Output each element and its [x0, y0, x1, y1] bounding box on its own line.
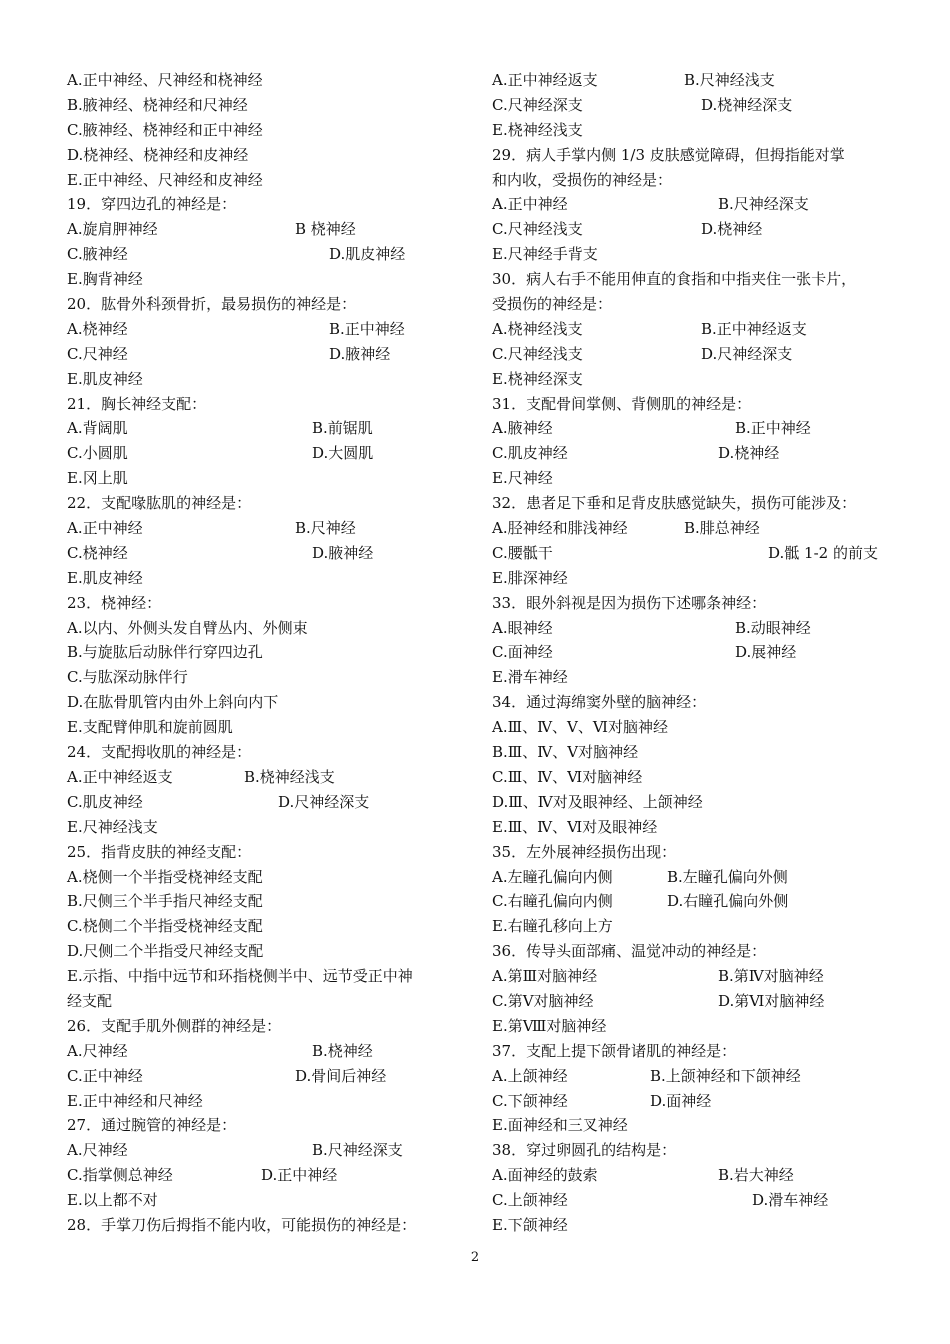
- option-text: D.展神经: [735, 643, 797, 662]
- text-line: [67, 1089, 462, 1114]
- text-line: [492, 93, 887, 118]
- text-line: [67, 1039, 462, 1064]
- line-text: E.冈上肌: [67, 469, 128, 488]
- option-text: B.左瞳孔偏向外侧: [667, 867, 788, 886]
- line-text: A.旋肩胛神经: [67, 220, 158, 239]
- text-line: [67, 292, 462, 317]
- option-text: D.桡神经: [701, 220, 763, 239]
- line-text: 和内收，受损伤的神经是：: [492, 170, 673, 189]
- line-text: A.面神经的鼓索: [492, 1166, 598, 1185]
- text-line: [492, 889, 887, 914]
- text-line: [492, 317, 887, 342]
- text-line: [492, 865, 887, 890]
- line-text: 31．支配骨间掌侧、背侧肌的神经是：: [492, 394, 752, 413]
- text-line: [67, 491, 462, 516]
- right-column: [492, 68, 887, 1238]
- line-text: A.尺神经: [67, 1041, 128, 1060]
- text-line: [67, 690, 462, 715]
- line-text: 22．支配喙肱肌的神经是：: [67, 494, 252, 513]
- text-line: [492, 192, 887, 217]
- line-text: A.正中神经: [492, 195, 568, 214]
- text-line: [492, 143, 887, 168]
- text-line: [67, 1163, 462, 1188]
- line-text: A.正中神经: [67, 519, 143, 538]
- text-line: [67, 441, 462, 466]
- option-text: D.第Ⅵ对脑神经: [718, 991, 825, 1010]
- text-line: [67, 242, 462, 267]
- text-line: [492, 392, 887, 417]
- text-line: [492, 989, 887, 1014]
- text-line: [492, 217, 887, 242]
- text-line: [67, 93, 462, 118]
- line-text: B.与旋肱后动脉伴行穿四边孔: [67, 643, 263, 662]
- line-text: C.面神经: [492, 643, 553, 662]
- option-text: B.尺神经浅支: [684, 71, 775, 89]
- text-line: [492, 765, 887, 790]
- line-text: 21．胸长神经支配：: [67, 394, 207, 413]
- text-line: [67, 118, 462, 143]
- option-text: B.尺神经深支: [312, 1141, 403, 1160]
- text-line: [492, 939, 887, 964]
- line-text: E.尺神经手背支: [492, 245, 598, 264]
- line-text: 28．手掌刀伤后拇指不能内收，可能损伤的神经是：: [67, 1215, 417, 1234]
- option-text: D.滑车神经: [752, 1191, 829, 1210]
- text-line: [67, 815, 462, 840]
- text-line: [67, 914, 462, 939]
- text-line: [492, 1014, 887, 1039]
- option-text: D.桡神经深支: [701, 95, 793, 114]
- line-text: E.尺神经浅支: [67, 817, 158, 836]
- text-line: [67, 566, 462, 591]
- option-text: D.正中神经: [261, 1166, 338, 1185]
- option-text: B.第Ⅳ对脑神经: [718, 967, 824, 986]
- line-text: C.尺神经深支: [492, 95, 583, 114]
- line-text: 经支配: [67, 991, 113, 1010]
- text-line: [492, 640, 887, 665]
- line-text: B.Ⅲ、Ⅳ、Ⅴ对脑神经: [492, 743, 639, 762]
- text-line: [67, 865, 462, 890]
- text-line: [492, 292, 887, 317]
- text-line: [492, 964, 887, 989]
- line-text: E.Ⅲ、Ⅳ、Ⅵ对及眼神经: [492, 817, 658, 836]
- line-text: E.腓深神经: [492, 568, 568, 587]
- line-text: A.左瞳孔偏向内侧: [492, 867, 613, 886]
- line-text: E.支配臂伸肌和旋前圆肌: [67, 718, 233, 737]
- text-line: [67, 889, 462, 914]
- line-text: B.腋神经、桡神经和尺神经: [67, 95, 248, 114]
- text-line: [67, 765, 462, 790]
- line-text: E.桡神经深支: [492, 369, 583, 388]
- option-text: D.大圆肌: [312, 444, 374, 463]
- text-line: [67, 466, 462, 491]
- text-line: [492, 840, 887, 865]
- line-text: C.正中神经: [67, 1066, 143, 1085]
- line-text: A.桡神经浅支: [492, 319, 583, 338]
- line-text: 23．桡神经：: [67, 593, 162, 612]
- line-text: 27．通过腕管的神经是：: [67, 1116, 237, 1135]
- line-text: C.下颌神经: [492, 1091, 568, 1110]
- option-text: B.尺神经: [295, 519, 356, 538]
- line-text: C.腋神经: [67, 245, 128, 264]
- line-text: A.正中神经、尺神经和桡神经: [67, 71, 263, 89]
- text-line: [492, 416, 887, 441]
- text-line: [492, 541, 887, 566]
- text-line: [67, 715, 462, 740]
- text-line: [67, 1113, 462, 1138]
- text-line: [67, 939, 462, 964]
- line-text: A.第Ⅲ对脑神经: [492, 967, 598, 986]
- text-line: [492, 715, 887, 740]
- text-line: [67, 392, 462, 417]
- option-text: D.尺神经深支: [701, 344, 793, 363]
- text-line: [492, 466, 887, 491]
- line-text: C.桡侧二个半指受桡神经支配: [67, 917, 263, 936]
- text-line: [492, 566, 887, 591]
- line-text: E.第Ⅷ对脑神经: [492, 1016, 607, 1035]
- line-text: C.第Ⅴ对脑神经: [492, 991, 594, 1010]
- option-text: B.正中神经: [329, 319, 405, 338]
- line-text: A.胫神经和腓浅神经: [492, 519, 628, 538]
- text-line: [67, 367, 462, 392]
- text-line: [492, 516, 887, 541]
- text-line: [67, 267, 462, 292]
- option-text: D.骨间后神经: [295, 1066, 387, 1085]
- text-line: [492, 1039, 887, 1064]
- text-line: [492, 914, 887, 939]
- text-line: [492, 491, 887, 516]
- line-text: 20．肱骨外科颈骨折，最易损伤的神经是：: [67, 295, 357, 314]
- option-text: D.骶 1-2 的前支: [768, 543, 878, 562]
- text-line: [67, 1014, 462, 1039]
- text-line: [492, 1213, 887, 1238]
- line-text: 25．指背皮肤的神经支配：: [67, 842, 252, 861]
- line-text: A.桡侧一个半指受桡神经支配: [67, 867, 263, 886]
- text-line: [67, 740, 462, 765]
- line-text: 37．支配上提下颌骨诸肌的神经是：: [492, 1041, 737, 1060]
- line-text: E.桡神经浅支: [492, 120, 583, 139]
- option-text: D.腋神经: [312, 543, 374, 562]
- line-text: A.以内、外侧头发自臂丛内、外侧束: [67, 618, 308, 637]
- option-text: B.前锯肌: [312, 419, 373, 438]
- line-text: A.眼神经: [492, 618, 553, 637]
- text-line: [67, 68, 462, 93]
- line-text: A.正中神经返支: [492, 71, 598, 89]
- line-text: E.正中神经和尺神经: [67, 1091, 203, 1110]
- line-text: C.尺神经浅支: [492, 220, 583, 239]
- line-text: 34．通过海绵窦外壁的脑神经：: [492, 693, 707, 712]
- line-text: E.胸背神经: [67, 270, 143, 289]
- page-number: 2: [470, 1250, 480, 1265]
- line-text: 38．穿过卵圆孔的结构是：: [492, 1141, 677, 1160]
- text-line: [492, 1188, 887, 1213]
- text-line: [492, 1113, 887, 1138]
- line-text: C.右瞳孔偏向内侧: [492, 892, 613, 911]
- text-line: [492, 1064, 887, 1089]
- line-text: D.在肱骨肌管内由外上斜向内下: [67, 693, 279, 712]
- line-text: A.尺神经: [67, 1141, 128, 1160]
- line-text: B.尺侧三个半手指尺神经支配: [67, 892, 263, 911]
- line-text: C.肌皮神经: [492, 444, 568, 463]
- line-text: A.背阔肌: [67, 419, 128, 438]
- line-text: A.腋神经: [492, 419, 553, 438]
- text-line: [67, 591, 462, 616]
- line-text: C.Ⅲ、Ⅳ、Ⅵ对脑神经: [492, 767, 643, 786]
- line-text: E.肌皮神经: [67, 568, 143, 587]
- line-text: C.指掌侧总神经: [67, 1166, 173, 1185]
- text-line: [492, 591, 887, 616]
- text-line: [67, 516, 462, 541]
- option-text: B.桡神经浅支: [244, 767, 335, 786]
- line-text: 19．穿四边孔的神经是：: [67, 195, 237, 214]
- text-line: [492, 616, 887, 641]
- text-line: [67, 840, 462, 865]
- line-text: E.正中神经、尺神经和皮神经: [67, 170, 263, 189]
- line-text: E.肌皮神经: [67, 369, 143, 388]
- text-line: [67, 217, 462, 242]
- line-text: D.桡神经、桡神经和皮神经: [67, 145, 249, 164]
- text-line: [492, 68, 887, 93]
- text-line: [67, 541, 462, 566]
- line-text: A.Ⅲ、Ⅳ、Ⅴ、Ⅵ对脑神经: [492, 718, 668, 737]
- line-text: C.桡神经: [67, 543, 128, 562]
- option-text: B.尺神经深支: [718, 195, 809, 214]
- text-line: [492, 1089, 887, 1114]
- line-text: 26．支配手肌外侧群的神经是：: [67, 1016, 282, 1035]
- text-line: [492, 690, 887, 715]
- text-line: [492, 815, 887, 840]
- option-text: B.腓总神经: [684, 519, 760, 538]
- option-text: D.肌皮神经: [329, 245, 406, 264]
- option-text: B.岩大神经: [718, 1166, 794, 1185]
- text-line: [492, 367, 887, 392]
- line-text: E.滑车神经: [492, 668, 568, 687]
- line-text: D.尺侧二个半指受尺神经支配: [67, 942, 264, 961]
- text-line: [67, 317, 462, 342]
- line-text: 30．病人右手不能用伸直的食指和中指夹住一张卡片，: [492, 270, 857, 289]
- line-text: E.面神经和三叉神经: [492, 1116, 628, 1135]
- option-text: B.正中神经: [735, 419, 811, 438]
- text-line: [492, 740, 887, 765]
- line-text: C.腋神经、桡神经和正中神经: [67, 120, 263, 139]
- line-text: C.上颌神经: [492, 1191, 568, 1210]
- option-text: B.上颌神经和下颌神经: [650, 1066, 801, 1085]
- text-line: [67, 640, 462, 665]
- text-line: [67, 342, 462, 367]
- text-line: [67, 1213, 462, 1238]
- text-line: [492, 267, 887, 292]
- option-text: B.动眼神经: [735, 618, 811, 637]
- option-text: D.尺神经深支: [278, 792, 370, 811]
- option-text: D.面神经: [650, 1091, 712, 1110]
- text-line: [67, 665, 462, 690]
- text-line: [492, 665, 887, 690]
- text-line: [67, 416, 462, 441]
- text-line: [492, 1163, 887, 1188]
- text-line: [67, 964, 462, 989]
- line-text: E.以上都不对: [67, 1191, 158, 1210]
- line-text: D.Ⅲ、Ⅳ对及眼神经、上颌神经: [492, 792, 703, 811]
- option-text: D.右瞳孔偏向外侧: [667, 892, 789, 911]
- option-text: B.桡神经: [312, 1041, 373, 1060]
- line-text: C.尺神经: [67, 344, 128, 363]
- text-line: [492, 441, 887, 466]
- text-line: [492, 342, 887, 367]
- line-text: 35．左外展神经损伤出现：: [492, 842, 677, 861]
- line-text: C.肌皮神经: [67, 792, 143, 811]
- line-text: E.右瞳孔移向上方: [492, 917, 613, 936]
- text-line: [492, 1138, 887, 1163]
- option-text: D.桡神经: [718, 444, 780, 463]
- line-text: 32．患者足下垂和足背皮肤感觉缺失，损伤可能涉及：: [492, 494, 857, 513]
- line-text: 24．支配拇收肌的神经是：: [67, 743, 252, 762]
- line-text: C.尺神经浅支: [492, 344, 583, 363]
- line-text: A.上颌神经: [492, 1066, 568, 1085]
- option-text: B 桡神经: [295, 220, 356, 239]
- line-text: A.正中神经返支: [67, 767, 173, 786]
- text-line: [67, 790, 462, 815]
- option-text: B.正中神经返支: [701, 319, 807, 338]
- line-text: 29．病人手掌内侧 1/3 皮肤感觉障碍，但拇指能对掌: [492, 145, 845, 164]
- line-text: E.示指、中指中远节和环指桡侧半中、远节受正中神: [67, 967, 413, 986]
- text-line: [492, 168, 887, 193]
- text-line: [67, 192, 462, 217]
- option-text: D.腋神经: [329, 344, 391, 363]
- line-text: A.桡神经: [67, 319, 128, 338]
- text-line: [492, 790, 887, 815]
- text-line: [67, 1064, 462, 1089]
- line-text: E.下颌神经: [492, 1215, 568, 1234]
- line-text: C.小圆肌: [67, 444, 128, 463]
- text-line: [67, 1138, 462, 1163]
- text-line: [67, 143, 462, 168]
- line-text: C.与肱深动脉伴行: [67, 668, 188, 687]
- left-column: [67, 68, 462, 1238]
- line-text: 36．传导头面部痛、温觉冲动的神经是：: [492, 942, 767, 961]
- text-line: [67, 168, 462, 193]
- text-line: [492, 242, 887, 267]
- line-text: 33．眼外斜视是因为损伤下述哪条神经：: [492, 593, 767, 612]
- line-text: C.腰骶干: [492, 543, 553, 562]
- text-line: [492, 118, 887, 143]
- text-line: [67, 989, 462, 1014]
- line-text: 受损伤的神经是：: [492, 295, 613, 314]
- text-line: [67, 1188, 462, 1213]
- text-line: [67, 616, 462, 641]
- line-text: E.尺神经: [492, 469, 553, 488]
